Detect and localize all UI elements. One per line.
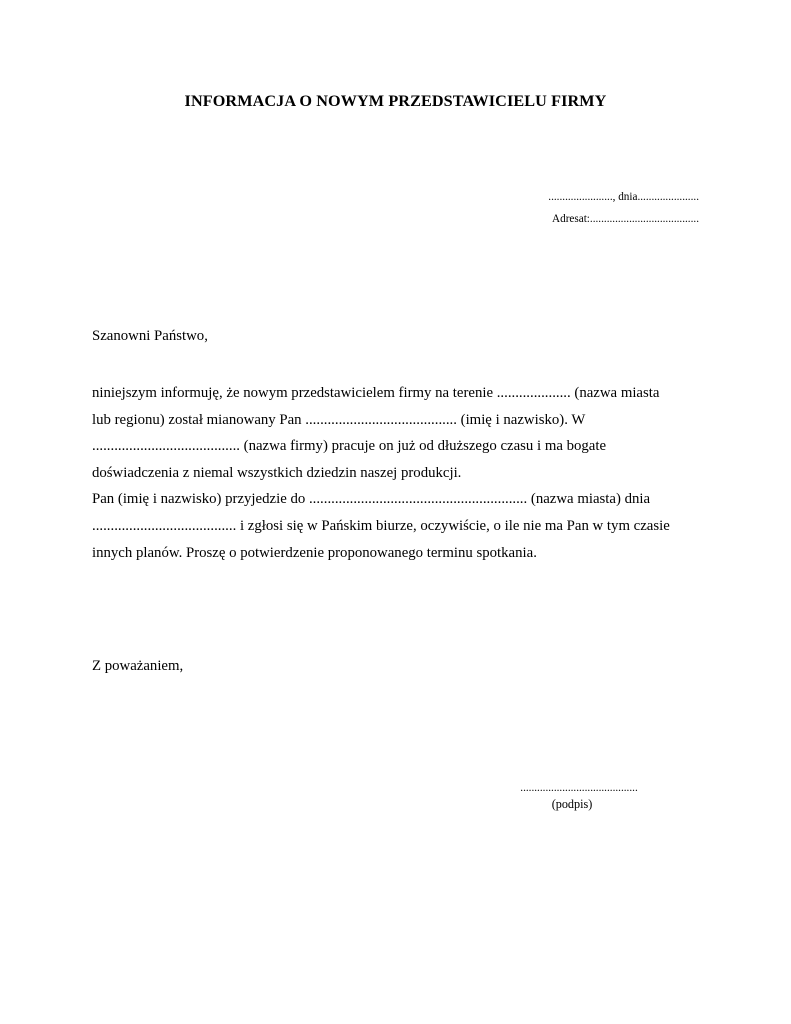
salutation: Szanowni Państwo, (92, 328, 208, 344)
letter-body (92, 380, 712, 566)
signature-label: (podpis) (551, 797, 593, 811)
signature-line: .......................................... (520, 782, 638, 794)
place-date-field: ......................., dnia...................... (548, 191, 699, 203)
document-title: INFORMACJA O NOWYM PRZEDSTAWICIELU FIRMY (184, 92, 607, 110)
body-line: ....................................... i zgłosi się w Pańskim biurze, oczywiście, o ile nie ma Pan w tym czasie (92, 517, 670, 534)
body-line: ........................................ (nazwa firmy) pracuje on już od dłuższego czasu i ma bogate (92, 438, 607, 455)
closing: Z poważaniem, (92, 658, 184, 674)
body-line: niniejszym informuję, że nowym przedstawicielem firmy na terenie .................... (nazwa miasta (92, 385, 660, 401)
body-line: innych planów. Proszę o potwierdzenie proponowanego terminu spotkania. (92, 544, 537, 561)
addressee-field: Adresat:....................................... (552, 213, 699, 225)
body-line: lub regionu) został mianowany Pan ......................................... (imię i nazwisko). W (92, 411, 586, 428)
body-line: Pan (imię i nazwisko) przyjedzie do ........................................................... (nazwa miasta) dnia (92, 491, 651, 508)
body-line: doświadczenia z niemal wszystkich dziedzin naszej produkcji. (92, 464, 462, 481)
